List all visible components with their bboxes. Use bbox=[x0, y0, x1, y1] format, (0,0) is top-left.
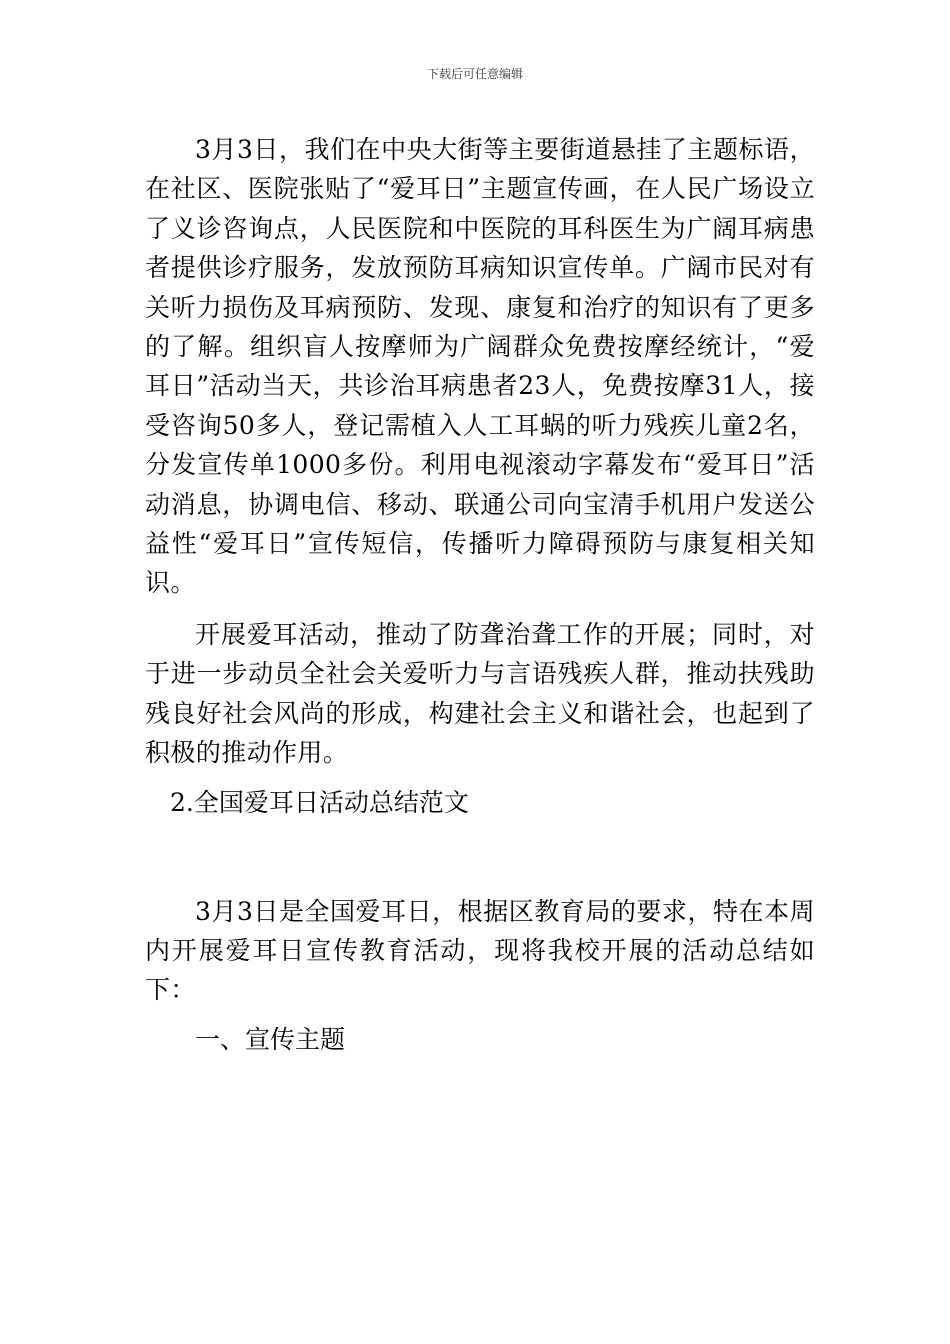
document-body bbox=[145, 130, 815, 1059]
subsection-heading-theme: 一、宣传主题 bbox=[195, 1024, 346, 1054]
section-heading-2: 2.全国爱耳日活动总结范文 bbox=[170, 787, 469, 817]
paragraph-school-intro: 3月3日是全国爱耳日，根据区教育局的要求，特在本周内开展爱耳日宣传教育活动，现将我校开展的活动总结如下： bbox=[145, 896, 815, 1005]
page-header: 下载后可任意编辑 bbox=[426, 67, 523, 81]
paragraph-event-impact: 开展爱耳活动，推动了防聋治聋工作的开展；同时，对于进一步动员全社会关爱听力与言语残疾人群，推动扶残助残良好社会风尚的形成，构建社会主义和谐社会，也起到了积极的推动作用。 bbox=[145, 619, 815, 768]
paragraph-event-activities: 3月3日，我们在中央大街等主要街道悬挂了主题标语，在社区、医院张贴了“爱耳日”主题宣传画，在人民广场设立了义诊咨询点，人民医院和中医院的耳科医生为广阔耳病患者提供诊疗服务，发放预防耳病知识宣传单。广阔市民对有关听力损伤及耳病预防、发现、康复和治疗的知识有了更多的了解。组织盲人按摩师为广阔群众免费按摩经统计，“爱耳日”活动当天，共诊治耳病患者23人，免费按摩31人，接受咨询50多人，登记需植入人工耳蜗的听力残疾儿童2名，分发宣传单1000多份。利用电视滚动字幕发布“爱耳日”活动消息，协调电信、移动、联通公司向宝清手机用户发送公益性“爱耳日”宣传短信，传播听力障碍预防与康复相关知识。 bbox=[145, 135, 815, 598]
